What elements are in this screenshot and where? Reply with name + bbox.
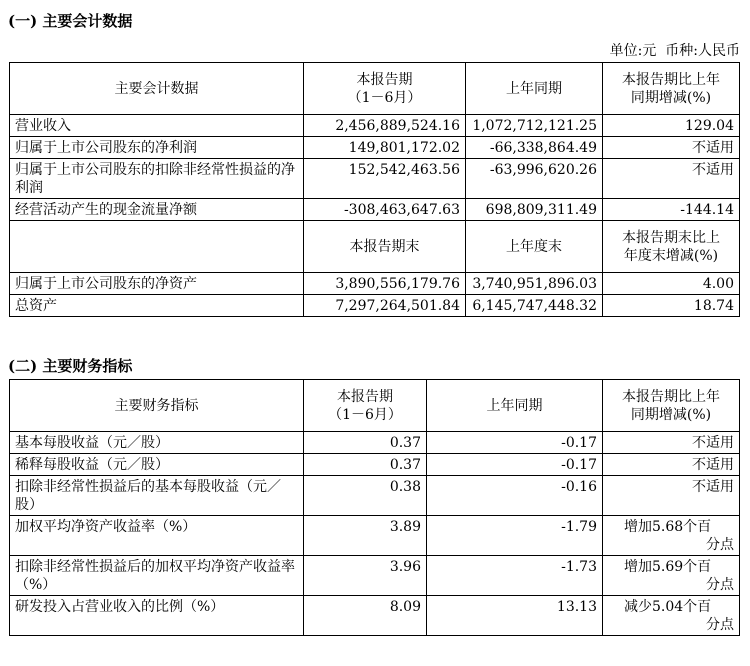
change-value: 增加5.69个百 分点 (603, 556, 740, 596)
change-value: 129.04 (603, 115, 740, 137)
row-label: 经营活动产生的现金流量净额 (10, 199, 304, 221)
table-row (10, 295, 740, 317)
subheader-period-end: 本报告期末 (304, 221, 466, 273)
row-label: 扣除非经常性损益后的加权平均净资产收益率（%） (10, 556, 304, 596)
prior-value: -66,338,864.49 (466, 137, 603, 159)
change-value: 不适用 (603, 137, 740, 159)
change-value: 不适用 (603, 476, 740, 516)
current-value: 0.37 (304, 454, 427, 476)
unit-currency-line: 单位:元 币种:人民币 (609, 43, 740, 59)
prior-value: 6,145,747,448.32 (466, 295, 603, 317)
prior-value: -1.73 (427, 556, 603, 596)
current-value: 3,890,556,179.76 (304, 273, 466, 295)
main-accounting-data-table (9, 62, 740, 317)
table-row (10, 432, 740, 454)
current-value: 152,542,463.56 (304, 159, 466, 199)
row-label: 营业收入 (10, 115, 304, 137)
section-1-title: (一) 主要会计数据 (8, 12, 133, 30)
table-row (10, 199, 740, 221)
prior-value: -1.79 (427, 516, 603, 556)
subheader-prior-year-end: 上年度末 (466, 221, 603, 273)
prior-value: 13.13 (427, 596, 603, 636)
current-value: 0.38 (304, 476, 427, 516)
row-label: 总资产 (10, 295, 304, 317)
change-value: -144.14 (603, 199, 740, 221)
change-value: 不适用 (603, 454, 740, 476)
table-row (10, 556, 740, 596)
table-row (10, 137, 740, 159)
current-value: 3.89 (304, 516, 427, 556)
row-label: 加权平均净资产收益率（%） (10, 516, 304, 556)
prior-value: -0.17 (427, 432, 603, 454)
current-value: 8.09 (304, 596, 427, 636)
section-2-title: (二) 主要财务指标 (8, 357, 133, 375)
table-row (10, 115, 740, 137)
prior-value: 1,072,712,121.25 (466, 115, 603, 137)
current-value: 7,297,264,501.84 (304, 295, 466, 317)
table-row (10, 159, 740, 199)
subheader-change-pct: 本报告期末比上 年度末增减(%) (603, 221, 740, 273)
header-current-period: 本报告期 （1－6月） (304, 380, 427, 432)
prior-value: -0.16 (427, 476, 603, 516)
row-label: 归属于上市公司股东的净利润 (10, 137, 304, 159)
row-label: 归属于上市公司股东的扣除非经常性损益的净利润 (10, 159, 304, 199)
current-value: 3.96 (304, 556, 427, 596)
change-value: 减少5.04个百 分点 (603, 596, 740, 636)
row-label: 基本每股收益（元／股） (10, 432, 304, 454)
header-item: 主要财务指标 (10, 380, 304, 432)
header-item: 主要会计数据 (10, 63, 304, 115)
change-value: 4.00 (603, 273, 740, 295)
current-value: 149,801,172.02 (304, 137, 466, 159)
table-row (10, 596, 740, 636)
table-subheader-row (10, 221, 740, 273)
row-label: 稀释每股收益（元／股） (10, 454, 304, 476)
main-financial-indicators-table (9, 379, 740, 636)
table-row (10, 476, 740, 516)
prior-value: 3,740,951,896.03 (466, 273, 603, 295)
row-label: 研发投入占营业收入的比例（%） (10, 596, 304, 636)
row-label: 扣除非经常性损益后的基本每股收益（元／股） (10, 476, 304, 516)
header-change-pct: 本报告期比上年 同期增减(%) (603, 380, 740, 432)
header-change-pct: 本报告期比上年 同期增减(%) (603, 63, 740, 115)
prior-value: -0.17 (427, 454, 603, 476)
table-header-row (10, 380, 740, 432)
change-value: 不适用 (603, 159, 740, 199)
table-row (10, 516, 740, 556)
prior-value: -63,996,620.26 (466, 159, 603, 199)
table-row (10, 273, 740, 295)
row-label: 归属于上市公司股东的净资产 (10, 273, 304, 295)
current-value: 2,456,889,524.16 (304, 115, 466, 137)
table-header-row (10, 63, 740, 115)
header-prior-period: 上年同期 (427, 380, 603, 432)
table-row (10, 454, 740, 476)
current-value: -308,463,647.63 (304, 199, 466, 221)
header-prior-period: 上年同期 (466, 63, 603, 115)
subheader-empty (10, 221, 304, 273)
change-value: 18.74 (603, 295, 740, 317)
header-current-period: 本报告期 （1－6月） (304, 63, 466, 115)
prior-value: 698,809,311.49 (466, 199, 603, 221)
current-value: 0.37 (304, 432, 427, 454)
change-value: 增加5.68个百 分点 (603, 516, 740, 556)
change-value: 不适用 (603, 432, 740, 454)
